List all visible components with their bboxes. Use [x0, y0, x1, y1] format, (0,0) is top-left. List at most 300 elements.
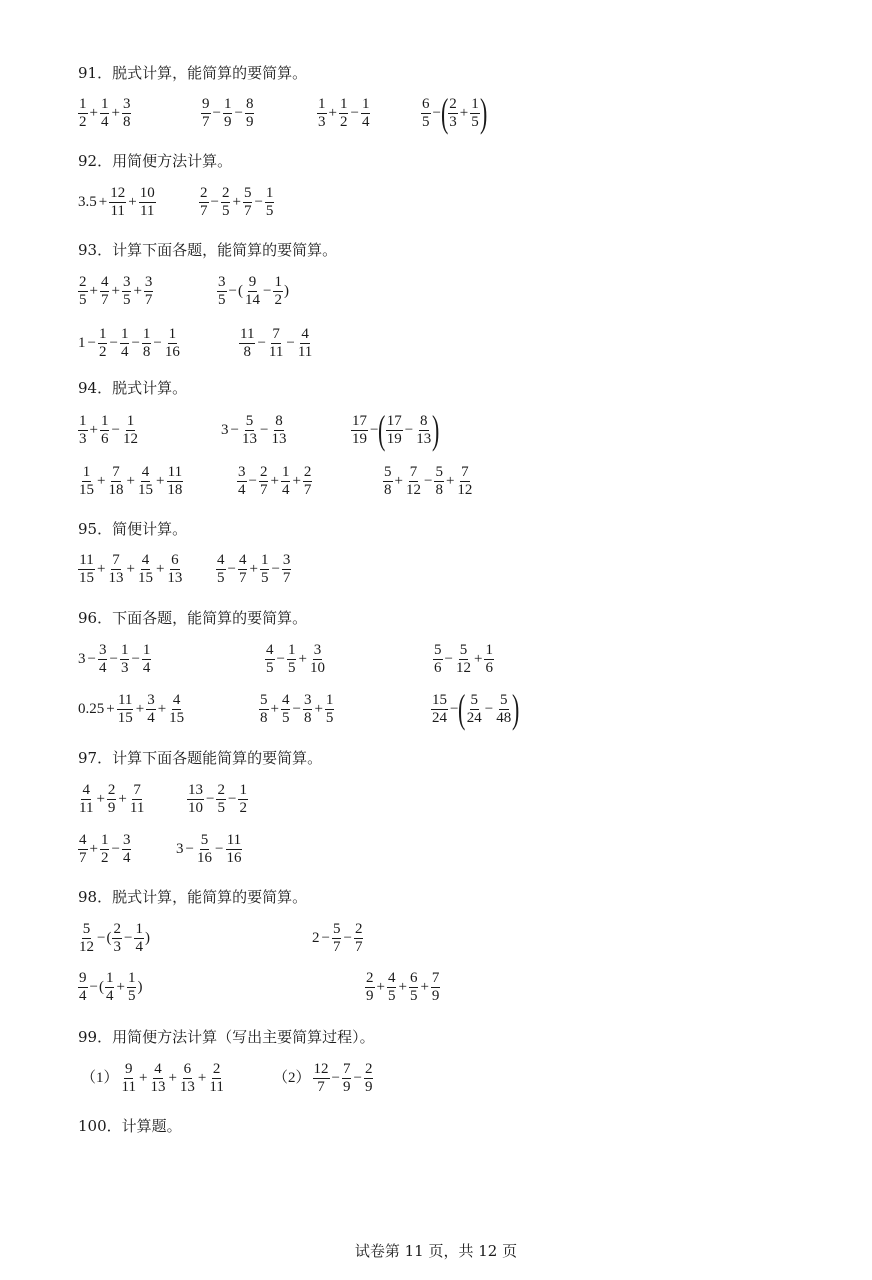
fraction [259, 464, 269, 499]
numerator: 3 [218, 274, 226, 290]
operator: + [118, 791, 127, 807]
fraction [149, 1061, 166, 1096]
numerator: 3 [98, 642, 107, 658]
fraction [120, 326, 130, 361]
fraction [78, 782, 94, 817]
numerator: 1 [120, 326, 129, 342]
fraction [144, 274, 154, 309]
question-99-heading: 99．用简便方法计算（写出主要简算过程）。 [78, 1028, 375, 1046]
parenthesis: ( [98, 979, 104, 995]
fraction [448, 96, 458, 131]
fraction [405, 464, 422, 499]
numerator: 4 [217, 552, 225, 568]
numerator: 5 [384, 464, 392, 480]
numerator: 1 [260, 552, 269, 568]
denominator: 11 [139, 203, 155, 219]
numerator: 1 [105, 970, 114, 986]
expression [215, 552, 292, 587]
denominator: 6 [434, 660, 442, 676]
operator: + [445, 473, 455, 489]
operator: + [314, 701, 323, 717]
numerator: 1 [142, 326, 151, 342]
operator: − [248, 473, 257, 489]
operator: − [271, 561, 280, 577]
fraction [122, 96, 132, 131]
numerator: 4 [266, 642, 274, 658]
numerator: 1 [142, 642, 151, 658]
numerator: 1 [126, 413, 135, 429]
operator: + [298, 651, 307, 667]
operator: + [394, 473, 403, 489]
expression [430, 686, 520, 731]
operator: − [484, 700, 494, 717]
expression [80, 1061, 226, 1096]
denominator: 15 [137, 482, 153, 498]
expression [77, 185, 157, 220]
denominator: 3 [79, 431, 87, 447]
denominator: 24 [466, 709, 482, 726]
operator: + [97, 561, 106, 577]
operator: + [270, 701, 279, 717]
question-100-heading: 100．计算题。 [78, 1117, 182, 1135]
denominator: 7 [238, 570, 247, 586]
fraction [142, 326, 152, 361]
denominator: 2 [98, 344, 107, 360]
denominator: 5 [221, 203, 230, 219]
expression [77, 326, 182, 361]
operator: − [350, 105, 359, 121]
parenthesis: ( [458, 686, 466, 731]
fraction [107, 782, 117, 817]
operator: + [89, 841, 98, 857]
numerator: 1 [223, 96, 232, 112]
operator: − [111, 841, 120, 857]
fraction [78, 413, 88, 448]
fraction [98, 326, 108, 361]
question-92-heading: 92．用简便方法计算。 [78, 152, 233, 170]
operator: − [444, 651, 453, 667]
operator: − [423, 473, 433, 489]
operator: − [254, 194, 263, 210]
denominator: 15 [79, 570, 94, 586]
numerator: 2 [259, 464, 268, 480]
fraction [199, 185, 209, 220]
numerator: 4 [301, 326, 309, 342]
expression [420, 90, 488, 135]
operator: − [212, 105, 221, 121]
operator: + [128, 194, 137, 210]
denominator: 4 [147, 710, 155, 726]
fraction [281, 692, 291, 727]
denominator: 6 [100, 431, 109, 447]
denominator: 5 [409, 988, 418, 1004]
expression [77, 274, 154, 309]
numerator: 6 [409, 970, 418, 986]
number-term: 3 [78, 651, 86, 667]
operator: + [138, 1070, 148, 1086]
operator: + [97, 473, 106, 489]
numerator: 1 [98, 326, 107, 342]
fraction [78, 552, 95, 587]
expression [272, 1061, 374, 1096]
denominator: 2 [100, 850, 109, 866]
operator: − [343, 930, 352, 946]
fraction [109, 185, 126, 220]
expression [316, 96, 371, 131]
number-term: 3 [221, 422, 229, 438]
denominator: 4 [281, 482, 290, 498]
denominator: 19 [386, 430, 402, 447]
numerator: 1 [127, 970, 136, 986]
operator: − [331, 1070, 340, 1086]
fraction [244, 274, 261, 309]
expression [236, 464, 313, 499]
numerator: 1 [361, 96, 370, 112]
expression [77, 970, 142, 1005]
operator: + [459, 104, 469, 121]
numerator: 15 [432, 691, 447, 708]
numerator: 1 [120, 642, 129, 658]
fraction [168, 692, 185, 727]
denominator: 13 [271, 431, 287, 447]
question-98-heading: 98．脱式计算，能简算的要简算。 [78, 888, 308, 906]
fraction [317, 96, 327, 131]
numerator: 7 [112, 552, 120, 568]
denominator: 7 [100, 292, 109, 308]
numerator: 11 [240, 326, 255, 342]
fraction [361, 96, 371, 131]
parenthesis: ) [479, 90, 488, 135]
operator: + [96, 791, 105, 807]
fraction [265, 185, 275, 220]
denominator: 8 [260, 710, 268, 726]
numerator: 9 [124, 1061, 133, 1077]
fraction [260, 552, 270, 587]
expression [200, 96, 255, 131]
operator: − [230, 422, 239, 438]
fraction [112, 921, 122, 956]
numerator: 7 [431, 970, 440, 986]
denominator: 5 [387, 988, 396, 1004]
operator: − [450, 700, 459, 717]
numerator: 3 [313, 642, 322, 658]
denominator: 11 [209, 1079, 224, 1095]
number-term: （2） [273, 1070, 311, 1086]
expression [216, 274, 289, 309]
fraction [303, 464, 313, 499]
expression [77, 782, 146, 817]
operator: + [126, 561, 135, 577]
denominator: 8 [384, 482, 392, 498]
numerator: 5 [200, 832, 209, 848]
fraction [208, 1061, 224, 1096]
fraction [129, 782, 145, 817]
question-95-heading: 95．简便计算。 [78, 520, 188, 538]
fraction [107, 552, 124, 587]
denominator: 7 [202, 114, 210, 130]
denominator: 5 [325, 710, 334, 726]
numerator: 9 [79, 970, 87, 986]
fraction [122, 832, 132, 867]
operator: + [116, 979, 125, 995]
operator: + [155, 561, 165, 577]
parenthesis: ) [283, 283, 289, 299]
numerator: 7 [461, 464, 469, 480]
numerator: 1 [274, 274, 282, 290]
numerator: 17 [352, 412, 367, 429]
parenthesis: ( [378, 407, 386, 452]
denominator: 14 [244, 292, 260, 308]
numerator: 4 [238, 552, 247, 568]
numerator: 5 [260, 692, 268, 708]
fraction [223, 96, 233, 131]
numerator: 11 [79, 552, 94, 568]
numerator: 3 [144, 274, 153, 290]
denominator: 15 [117, 710, 133, 726]
fraction [78, 96, 88, 131]
denominator: 2 [274, 292, 282, 308]
numerator: 1 [135, 921, 143, 937]
fraction [166, 464, 183, 499]
denominator: 10 [188, 800, 203, 816]
fraction [78, 832, 88, 867]
expression [77, 692, 186, 727]
numerator: 8 [420, 412, 428, 429]
numerator: 12 [313, 1061, 329, 1077]
fraction [117, 692, 134, 727]
fraction [421, 96, 431, 131]
operator: − [321, 930, 330, 946]
denominator: 5 [287, 660, 296, 676]
denominator: 4 [238, 482, 246, 498]
fraction [137, 464, 154, 499]
fraction [78, 921, 95, 956]
denominator: 7 [303, 482, 312, 498]
numerator: 4 [141, 552, 150, 568]
numerator: 4 [141, 464, 150, 480]
fraction [134, 921, 144, 956]
numerator: 7 [409, 464, 418, 480]
denominator: 4 [105, 988, 114, 1004]
numerator: 3 [238, 464, 246, 480]
fraction [259, 692, 269, 727]
operator: − [185, 841, 194, 857]
numerator: 1 [471, 95, 479, 112]
denominator: 13 [167, 570, 183, 586]
operator: − [97, 930, 106, 946]
denominator: 5 [217, 800, 225, 816]
denominator: 16 [226, 850, 242, 866]
expression [311, 921, 364, 956]
fraction [139, 185, 156, 220]
fraction [142, 642, 152, 677]
numerator: 8 [245, 96, 254, 112]
question-91-heading: 91．脱式计算，能简算的要简算。 [78, 64, 308, 82]
numerator: 2 [107, 782, 116, 798]
operator: − [370, 421, 379, 438]
fraction [365, 970, 375, 1005]
numerator: 11 [226, 832, 242, 848]
fraction [470, 96, 480, 131]
denominator: 7 [354, 939, 363, 955]
operator: − [228, 283, 237, 299]
numerator: 3 [282, 552, 291, 568]
fraction [237, 464, 247, 499]
denominator: 4 [100, 114, 109, 130]
fraction [216, 782, 226, 817]
fraction [268, 326, 284, 361]
operator: − [87, 651, 96, 667]
parenthesis: ( [440, 90, 449, 135]
denominator: 4 [142, 660, 151, 676]
fraction [415, 413, 432, 448]
fraction [270, 413, 287, 448]
fraction [100, 96, 110, 131]
operator: − [227, 791, 237, 807]
numerator: 2 [354, 921, 363, 937]
denominator: 4 [120, 344, 129, 360]
numerator: 3 [122, 832, 131, 848]
operator: − [131, 651, 140, 667]
denominator: 4 [98, 660, 107, 676]
denominator: 9 [364, 1079, 373, 1095]
numerator: 9 [248, 274, 257, 290]
fraction [484, 642, 494, 677]
denominator: 8 [303, 710, 312, 726]
denominator: 5 [122, 292, 131, 308]
numerator: 1 [239, 782, 247, 798]
fraction [265, 642, 275, 677]
denominator: 5 [266, 660, 274, 676]
operator: + [232, 194, 241, 210]
denominator: 4 [135, 939, 143, 955]
number-term: 0.25 [78, 701, 105, 717]
numerator: 1 [79, 96, 87, 112]
denominator: 9 [342, 1079, 351, 1095]
denominator: 5 [471, 113, 479, 130]
operator: + [168, 1070, 177, 1086]
fraction [364, 1061, 374, 1096]
numerator: 5 [82, 921, 91, 937]
operator: + [376, 979, 385, 995]
expression [238, 326, 314, 361]
denominator: 7 [200, 203, 208, 219]
numerator: 7 [342, 1061, 351, 1077]
operator: − [153, 335, 162, 351]
operator: + [126, 473, 135, 489]
number-term: （1） [81, 1070, 119, 1086]
operator: − [214, 841, 224, 857]
parenthesis: ( [237, 283, 243, 299]
denominator: 11 [268, 344, 284, 360]
operator: − [276, 651, 285, 667]
numerator: 9 [202, 96, 210, 112]
numerator: 11 [117, 692, 133, 708]
fraction [309, 642, 326, 677]
operator: − [206, 791, 215, 807]
number-term: 2 [312, 930, 320, 946]
fraction [221, 185, 231, 220]
parenthesis: ) [137, 979, 143, 995]
expression [382, 464, 474, 499]
numerator: 1 [318, 96, 326, 112]
denominator: 13 [241, 431, 257, 447]
denominator: 8 [243, 344, 251, 360]
denominator: 9 [366, 988, 374, 1004]
operator: + [106, 701, 115, 717]
operator: − [432, 104, 441, 121]
denominator: 5 [281, 710, 290, 726]
fraction [127, 970, 137, 1005]
numerator: 4 [387, 970, 396, 986]
numerator: 1 [287, 642, 296, 658]
fraction [100, 274, 110, 309]
fraction [187, 782, 204, 817]
fraction [179, 1061, 196, 1096]
operator: − [234, 105, 243, 121]
numerator: 2 [366, 970, 374, 986]
denominator: 7 [317, 1079, 325, 1095]
numerator: 2 [217, 782, 225, 798]
parenthesis: ( [106, 930, 112, 946]
denominator: 13 [416, 430, 432, 447]
denominator: 12 [122, 431, 138, 447]
question-97-heading: 97．计算下面各题能简算的要简算。 [78, 749, 323, 767]
fraction [281, 464, 291, 499]
denominator: 9 [107, 800, 116, 816]
denominator: 15 [137, 570, 153, 586]
expression [77, 96, 132, 131]
denominator: 13 [179, 1079, 195, 1095]
fraction [100, 832, 110, 867]
numerator: 12 [110, 185, 126, 201]
numerator: 1 [325, 692, 334, 708]
operator: − [123, 930, 133, 946]
fraction [287, 642, 297, 677]
numerator: 1 [485, 642, 493, 658]
parenthesis: ) [512, 686, 520, 731]
numerator: 7 [272, 326, 280, 342]
expression [77, 921, 150, 956]
denominator: 16 [196, 850, 212, 866]
expression [77, 464, 184, 499]
operator: + [292, 473, 301, 489]
denominator: 3 [120, 660, 129, 676]
numerator: 3 [122, 96, 131, 112]
operator: − [286, 335, 295, 351]
fraction [313, 1061, 330, 1096]
fraction [431, 970, 441, 1005]
numerator: 11 [167, 464, 183, 480]
denominator: 13 [150, 1079, 166, 1095]
fraction [466, 692, 483, 727]
numerator: 5 [434, 642, 442, 658]
fraction [201, 96, 211, 131]
operator: + [157, 701, 167, 717]
denominator: 11 [129, 800, 145, 816]
denominator: 3 [449, 113, 457, 130]
fraction [297, 326, 313, 361]
numerator: 5 [500, 691, 508, 708]
denominator: 5 [217, 570, 225, 586]
fraction [409, 970, 419, 1005]
operator: + [249, 561, 258, 577]
denominator: 2 [239, 800, 247, 816]
denominator: 7 [243, 203, 252, 219]
numerator: 17 [386, 412, 402, 429]
numerator: 1 [100, 832, 109, 848]
denominator: 7 [332, 939, 341, 955]
